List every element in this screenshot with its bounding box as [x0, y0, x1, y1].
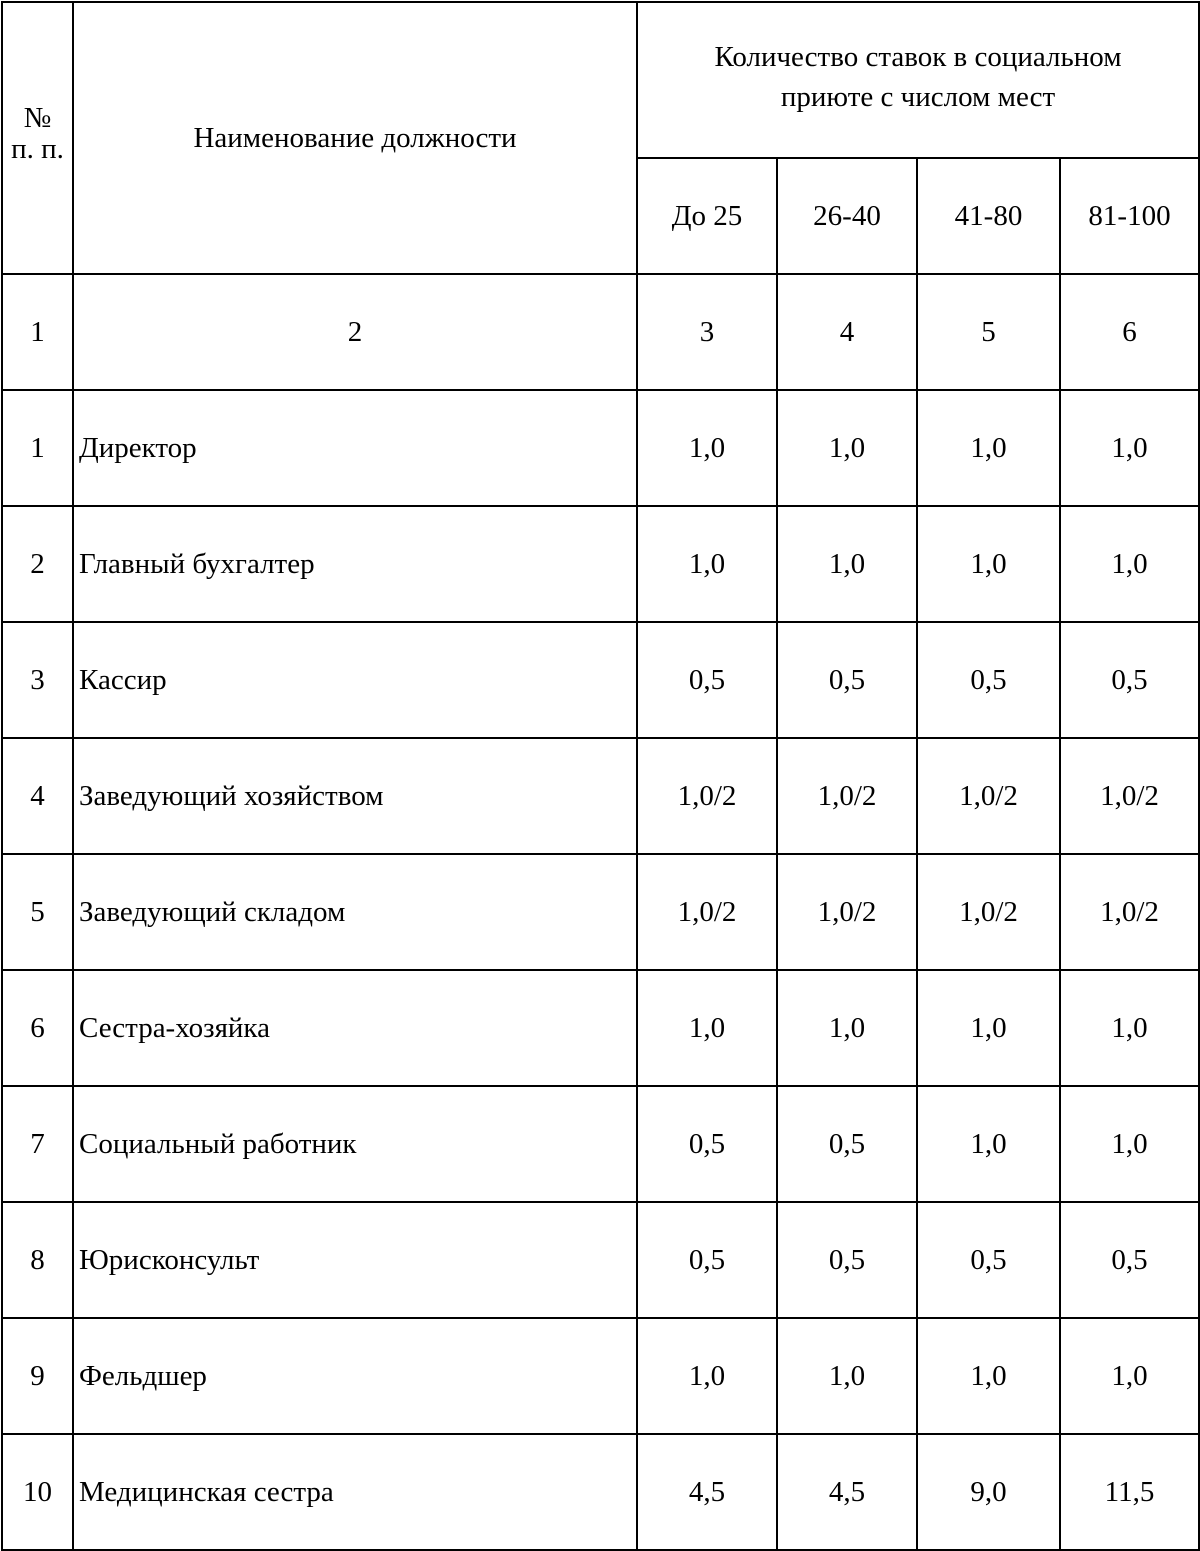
header-capacity-cell: 26-40 — [777, 158, 917, 274]
header-row-top — [2, 2, 1199, 158]
position-name-cell: Заведующий хозяйством — [73, 738, 637, 854]
table-body — [2, 390, 1199, 1550]
rate-value-cell: 1,0 — [917, 1086, 1060, 1202]
row-number-cell: 10 — [2, 1434, 73, 1550]
header-num-line2: п. п. — [11, 133, 64, 165]
rate-value-cell: 4,5 — [637, 1434, 777, 1550]
rate-value-cell: 1,0/2 — [917, 738, 1060, 854]
row-number-cell: 6 — [2, 970, 73, 1086]
header-rates-group-cell — [637, 2, 1199, 158]
rate-value-cell: 0,5 — [637, 1086, 777, 1202]
column-number-cell: 1 — [2, 274, 73, 390]
table-row — [2, 1318, 1199, 1434]
rate-value-cell: 1,0/2 — [637, 854, 777, 970]
rate-value-cell: 1,0 — [777, 506, 917, 622]
rate-value-cell: 9,0 — [917, 1434, 1060, 1550]
header-capacity-cell: До 25 — [637, 158, 777, 274]
header-num-cell — [2, 2, 73, 274]
rate-value-cell: 0,5 — [637, 1202, 777, 1318]
table-row — [2, 738, 1199, 854]
rate-value-cell: 1,0 — [777, 970, 917, 1086]
column-number-cell: 6 — [1060, 274, 1199, 390]
staffing-table — [1, 1, 1200, 1551]
rate-value-cell: 0,5 — [637, 622, 777, 738]
rate-value-cell: 1,0 — [637, 970, 777, 1086]
column-number-cell: 4 — [777, 274, 917, 390]
position-name-cell: Юрисконсульт — [73, 1202, 637, 1318]
rate-value-cell: 1,0 — [637, 1318, 777, 1434]
table-row — [2, 622, 1199, 738]
header-capacity-cell: 81-100 — [1060, 158, 1199, 274]
table-row — [2, 1202, 1199, 1318]
header-position-cell: Наименование должности — [73, 2, 637, 274]
rate-value-cell: 1,0/2 — [777, 854, 917, 970]
rate-value-cell: 1,0 — [637, 506, 777, 622]
rate-value-cell: 1,0/2 — [1060, 854, 1199, 970]
table-row — [2, 1086, 1199, 1202]
rate-value-cell: 1,0 — [917, 506, 1060, 622]
rate-value-cell: 1,0 — [777, 1318, 917, 1434]
rate-value-cell: 1,0/2 — [777, 738, 917, 854]
rate-value-cell: 1,0/2 — [1060, 738, 1199, 854]
rate-value-cell: 0,5 — [777, 1086, 917, 1202]
row-number-cell: 2 — [2, 506, 73, 622]
position-name-cell: Фельдшер — [73, 1318, 637, 1434]
rate-value-cell: 11,5 — [1060, 1434, 1199, 1550]
rate-value-cell: 1,0 — [1060, 1086, 1199, 1202]
position-name-cell: Медицинская сестра — [73, 1434, 637, 1550]
rate-value-cell: 1,0 — [637, 390, 777, 506]
column-number-cell: 2 — [73, 274, 637, 390]
rate-value-cell: 1,0 — [1060, 506, 1199, 622]
table-row — [2, 1434, 1199, 1550]
row-number-cell: 5 — [2, 854, 73, 970]
rate-value-cell: 1,0 — [1060, 970, 1199, 1086]
table-row — [2, 854, 1199, 970]
column-number-cell: 3 — [637, 274, 777, 390]
header-rates-line2: приюте с числом мест — [780, 81, 1056, 113]
rate-value-cell: 1,0 — [1060, 390, 1199, 506]
rate-value-cell: 0,5 — [777, 622, 917, 738]
rate-value-cell: 1,0 — [917, 970, 1060, 1086]
position-name-cell: Главный бухгалтер — [73, 506, 637, 622]
table-header — [2, 2, 1199, 390]
rate-value-cell: 0,5 — [777, 1202, 917, 1318]
rate-value-cell: 1,0/2 — [917, 854, 1060, 970]
rate-value-cell: 0,5 — [1060, 622, 1199, 738]
row-number-cell: 9 — [2, 1318, 73, 1434]
rate-value-cell: 1,0 — [777, 390, 917, 506]
row-number-cell: 8 — [2, 1202, 73, 1318]
position-name-cell: Кассир — [73, 622, 637, 738]
rate-value-cell: 1,0/2 — [637, 738, 777, 854]
rate-value-cell: 0,5 — [917, 622, 1060, 738]
table-row — [2, 390, 1199, 506]
row-number-cell: 4 — [2, 738, 73, 854]
position-name-cell: Заведующий складом — [73, 854, 637, 970]
rate-value-cell: 0,5 — [917, 1202, 1060, 1318]
rate-value-cell: 1,0 — [1060, 1318, 1199, 1434]
column-number-cell: 5 — [917, 274, 1060, 390]
table-row — [2, 970, 1199, 1086]
row-number-cell: 1 — [2, 390, 73, 506]
position-name-cell: Директор — [73, 390, 637, 506]
header-num-line1: № — [23, 102, 52, 134]
row-number-cell: 3 — [2, 622, 73, 738]
column-numbers-row — [2, 274, 1199, 390]
table-row — [2, 506, 1199, 622]
position-name-cell: Социальный работник — [73, 1086, 637, 1202]
position-name-cell: Сестра-хозяйка — [73, 970, 637, 1086]
row-number-cell: 7 — [2, 1086, 73, 1202]
rate-value-cell: 1,0 — [917, 390, 1060, 506]
rate-value-cell: 1,0 — [917, 1318, 1060, 1434]
header-capacity-cell: 41-80 — [917, 158, 1060, 274]
rate-value-cell: 0,5 — [1060, 1202, 1199, 1318]
rate-value-cell: 4,5 — [777, 1434, 917, 1550]
header-rates-line1: Количество ставок в социальном — [714, 41, 1122, 73]
